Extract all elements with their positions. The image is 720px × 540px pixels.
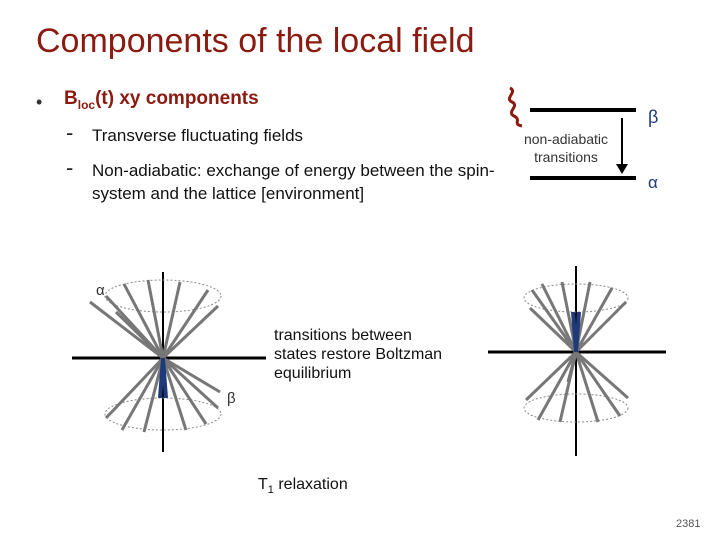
bullet-main-sub: loc	[77, 97, 96, 112]
transitions-text: transitions between states restore Boltzman equilibrium	[274, 327, 443, 382]
bullet-main-B: B	[64, 88, 78, 109]
t1-sub: 1	[267, 484, 274, 497]
left-precession-cones	[60, 262, 280, 462]
right-precession-cones	[480, 262, 680, 462]
t1-rest: relaxation	[273, 476, 348, 493]
sub-bullet-2: Non-adiabatic: exchange of energy between the spin-system and the lattice [environment]	[92, 161, 495, 203]
slide-title: Components of the local field	[36, 22, 475, 60]
sub-bullet-dash-2: -	[66, 155, 74, 180]
t1-T: T	[258, 476, 268, 493]
t1-relaxation-label	[258, 476, 348, 496]
page-number: 2381	[676, 518, 701, 530]
wavy-photon-icon	[509, 88, 522, 126]
bullet-dot: •	[36, 92, 43, 112]
cone-beta-label: β	[227, 390, 236, 407]
level-alpha-label: α	[648, 173, 658, 192]
sub-bullet-dash-1: -	[66, 120, 74, 145]
cone-alpha-label: α	[96, 282, 105, 299]
bullet-main	[64, 88, 259, 112]
bullet-main-rest: (t) xy components	[95, 88, 259, 109]
level-beta-label: β	[648, 107, 659, 127]
spin-vectors-gray	[90, 280, 220, 432]
sub-bullet-1: Transverse fluctuating fields	[92, 126, 304, 145]
non-adiabatic-label: non-adiabatic transitions	[523, 131, 609, 165]
